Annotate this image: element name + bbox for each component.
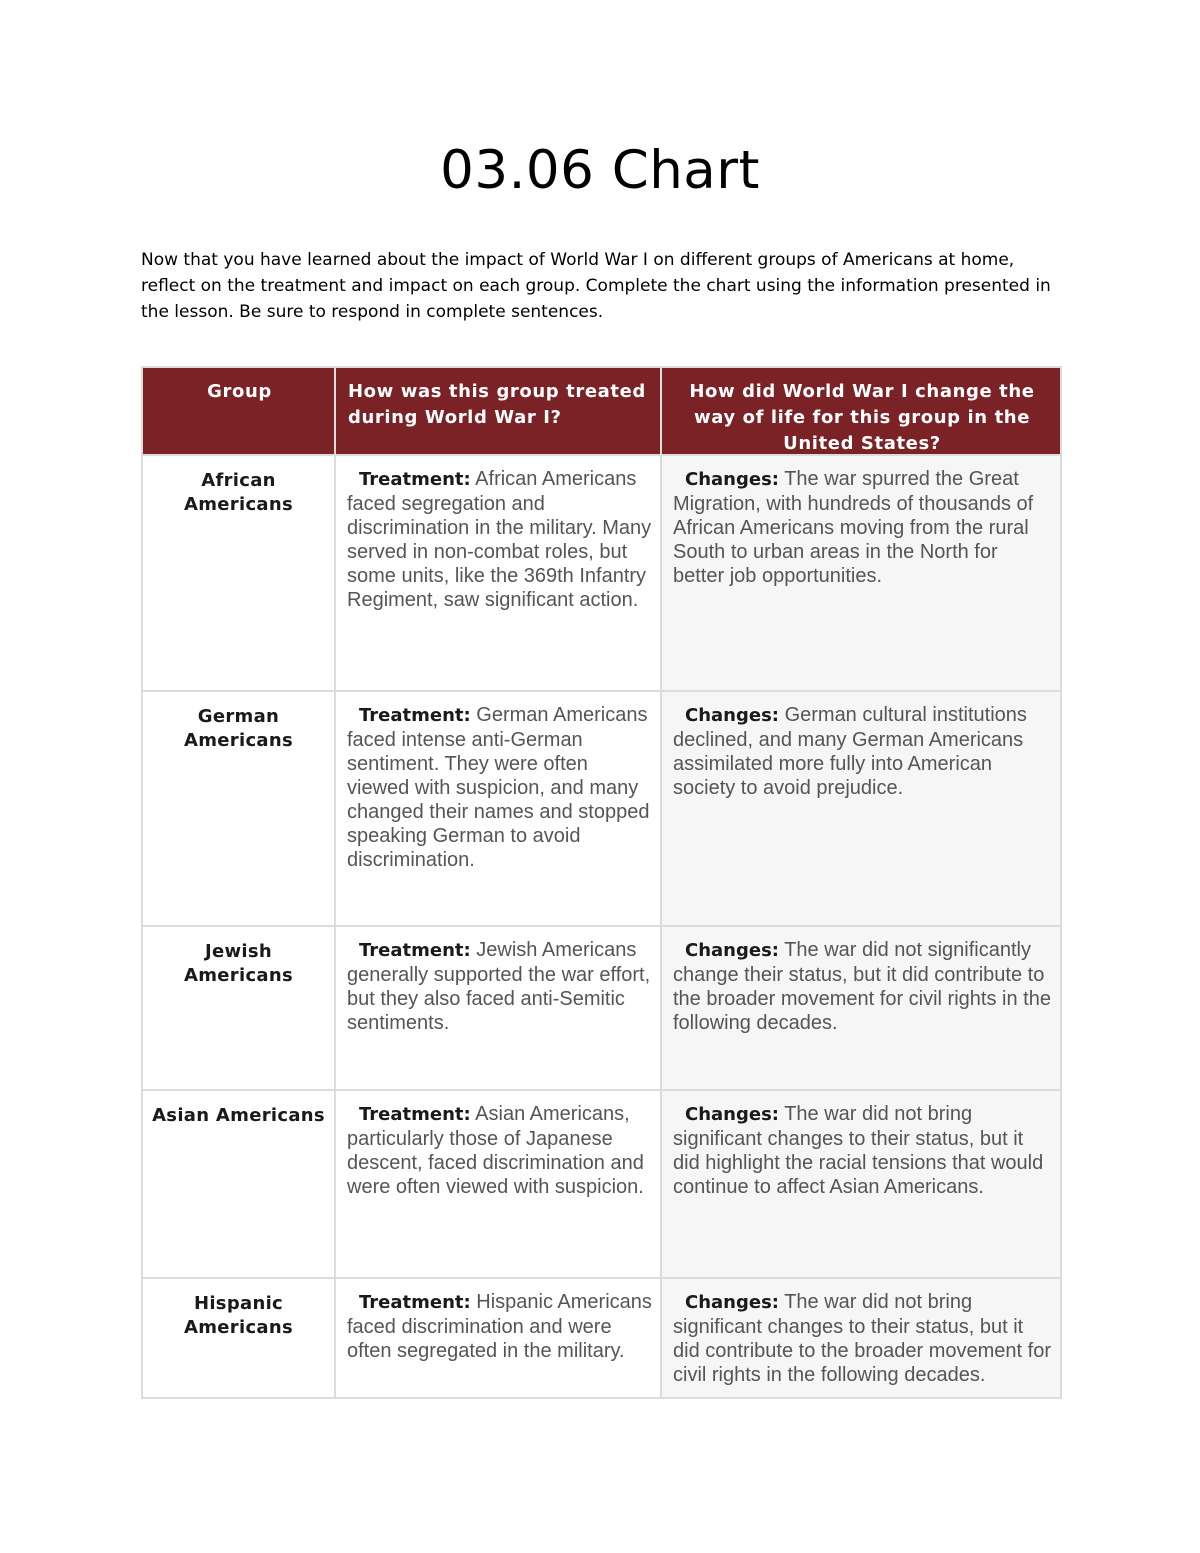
treatment-cell (335, 1090, 661, 1278)
treatment-cell (335, 455, 661, 691)
treatment-text: Asian Americans, particularly those of Japanese descent, faced discrimination and were often viewed with suspicion. (347, 1103, 644, 1198)
changes-cell (661, 455, 1061, 691)
treatment-cell (335, 691, 661, 926)
treatment-label: Treatment: (359, 940, 471, 961)
changes-cell (661, 1090, 1061, 1278)
table-row (142, 691, 1061, 926)
header-treatment: How was this group treated during World War I? (335, 367, 661, 455)
treatment-label: Treatment: (359, 1104, 471, 1125)
treatment-text: African Americans faced segregation and discrimination in the military. Many served in non-combat roles, but some units, like the 369th Infantry Regiment, saw significant action. (347, 468, 652, 611)
changes-label: Changes: (685, 705, 779, 726)
intro-paragraph: Now that you have learned about the impact of World War I on different groups of Americans at home, reflect on the treatment and impact on each group. Complete the chart using the information presented in the lesson. Be sure to respond in complete sentences. (141, 250, 1051, 322)
group-cell: Asian Americans (142, 1090, 335, 1278)
changes-label: Changes: (685, 940, 779, 961)
table-row (142, 926, 1061, 1090)
changes-label: Changes: (685, 1104, 779, 1125)
treatment-text: Jewish Americans generally supported the war effort, but they also faced anti-Semitic sentiments. (347, 939, 651, 1034)
changes-cell (661, 1278, 1061, 1398)
table-row (142, 455, 1061, 691)
treatment-label: Treatment: (359, 469, 471, 490)
treatment-text: Hispanic Americans faced discrimination and were often segregated in the military. (347, 1291, 652, 1362)
header-group: Group (142, 367, 335, 455)
changes-text: German cultural institutions declined, and many German Americans assimilated more fully into American society to avoid prejudice. (673, 704, 1027, 799)
treatment-label: Treatment: (359, 1292, 471, 1313)
group-cell: African Americans (142, 455, 335, 691)
header-changes: How did World War I change the way of life for this group in the United States? (661, 367, 1061, 455)
changes-text: The war spurred the Great Migration, with hundreds of thousands of African Americans moving from the rural South to urban areas in the North for better job opportunities. (673, 468, 1034, 587)
group-cell: German Americans (142, 691, 335, 926)
treatment-text: German Americans faced intense anti-German sentiment. They were often viewed with suspicion, and many changed their names and stopped speaking German to avoid discrimination. (347, 704, 650, 871)
changes-cell (661, 691, 1061, 926)
treatment-cell (335, 1278, 661, 1398)
table-row (142, 1278, 1061, 1398)
changes-label: Changes: (685, 469, 779, 490)
table-row (142, 1090, 1061, 1278)
chart-table (141, 366, 1062, 1399)
changes-text: The war did not bring significant changes to their status, but it did contribute to the broader movement for civil rights in the following decades. (673, 1291, 1051, 1386)
treatment-label: Treatment: (359, 705, 471, 726)
header-row (142, 367, 1061, 455)
treatment-cell (335, 926, 661, 1090)
changes-text: The war did not bring significant changes to their status, but it did highlight the racial tensions that would continue to affect Asian Americans. (673, 1103, 1044, 1198)
changes-cell (661, 926, 1061, 1090)
changes-label: Changes: (685, 1292, 779, 1313)
group-cell: Hispanic Americans (142, 1278, 335, 1398)
changes-text: The war did not significantly change their status, but it did contribute to the broader movement for civil rights in the following decades. (673, 939, 1051, 1034)
page-title: 03.06 Chart (440, 140, 760, 201)
group-cell: Jewish Americans (142, 926, 335, 1090)
